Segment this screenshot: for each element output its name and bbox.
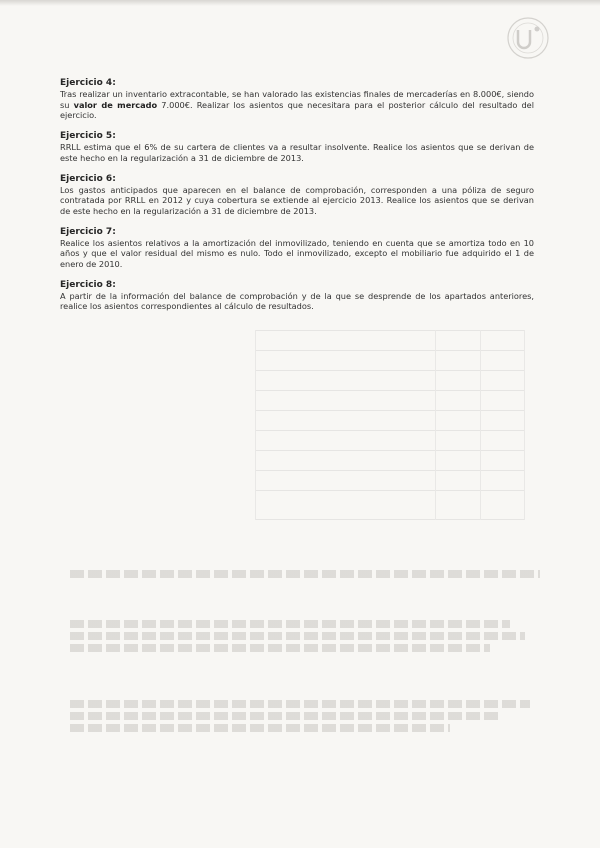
exercise-body: Tras realizar un inventario extracontable, se han valorado las existencias finales de mercaderías en 8.000€, siendo su valor de mercado 7.000€. Realizar los asientos que necesitara para el posterior cálculo del resultado del ejercicio. (60, 89, 534, 121)
exercise-title: Ejercicio 8: (60, 279, 116, 290)
bleed-through-line (70, 570, 540, 578)
exercise-list (60, 78, 534, 322)
exercise-body: RRLL estima que el 6% de su cartera de clientes va a resultar insolvente. Realice los asientos que se derivan de este hecho en la regularización a 31 de diciembre de 2013. (60, 142, 534, 163)
exercise-5 (60, 131, 534, 163)
scan-edge (0, 0, 600, 6)
exercise-body: Los gastos anticipados que aparecen en el balance de comprobación, corresponden a una póliza de seguro contratada por RRLL en 2012 y cuya cobertura se extiende al ejercicio 2013. Realice los asientos que se derivan de este hecho en la regularización a 31 de diciembre de 2013. (60, 184, 534, 216)
bleed-through-line (70, 700, 530, 708)
exercise-title: Ejercicio 6: (60, 173, 116, 184)
emphasis-text: valor de mercado (73, 99, 158, 110)
exercise-title: Ejercicio 5: (60, 131, 116, 142)
university-logo-icon (490, 12, 560, 62)
exercise-title: Ejercicio 7: (60, 226, 116, 237)
exercise-4 (60, 78, 534, 121)
bleed-through-line (70, 632, 525, 640)
bleed-through-line (70, 620, 510, 628)
exercise-7 (60, 227, 534, 270)
exercise-6 (60, 174, 534, 217)
exercise-8 (60, 280, 534, 312)
bleed-through-line (70, 724, 450, 732)
exercise-body: A partir de la información del balance de comprobación y de la que se desprende de los apartados anteriores, realice los asientos correspondientes al cálculo de resultados. (60, 290, 534, 312)
bleed-through-line (70, 712, 500, 720)
exercise-body: Realice los asientos relativos a la amortización del inmovilizado, teniendo en cuenta que se amortiza todo en 10 años y que el valor residual del mismo es nulo. Todo el inmovilizado, excepto el mobiliario fue adquirido el 1 de enero de 2010. (60, 237, 534, 270)
bleed-through-table (255, 330, 525, 520)
exercise-title: Ejercicio 4: (60, 78, 116, 88)
bleed-through-line (70, 644, 490, 652)
